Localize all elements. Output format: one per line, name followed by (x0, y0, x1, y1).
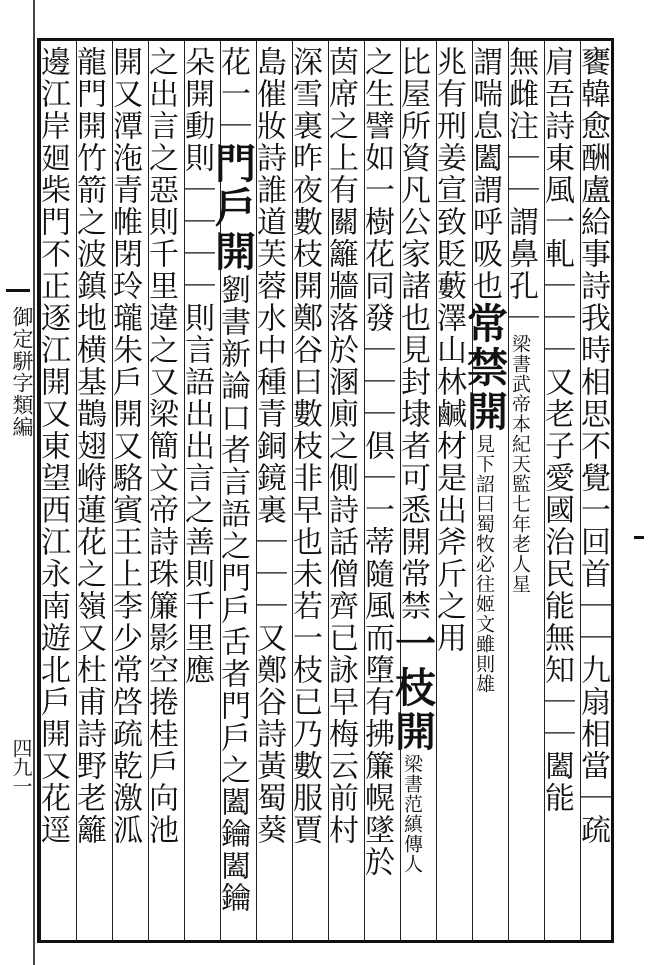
body-text: 深雪裏昨夜數枝開鄭谷曰數枝非早也未若一枝已乃數服賈 (287, 46, 322, 846)
body-text: 又老子愛國治民能無知 (539, 366, 574, 686)
headword-char: 開 (388, 710, 436, 754)
annotation-text: 梁書武帝本紀天監七年老人星 (509, 334, 531, 594)
body-text: 饔韓愈酬盧給事詩我時相思不覺一回首 (575, 46, 610, 590)
text-column (388, 46, 436, 938)
headword-char: 常 (460, 302, 508, 346)
headword-char: 一 (388, 622, 436, 666)
body-text: 開又潭沲青帷閉玲瓏朱戶開又駱賓王上李少常啓疏乾激泒 (107, 46, 142, 846)
body-text: ｜｜｜ (539, 270, 574, 366)
body-text: ｜｜｜ (251, 526, 286, 622)
body-text: ｜ (359, 462, 394, 494)
text-column (251, 46, 290, 938)
body-text: 一蒂隨風而墮有拂簾幌墜於 (359, 494, 394, 878)
body-text: 邊江岸廻柴門不正逐江開又東望西江永南遊北戶開又花逕 (35, 46, 70, 846)
body-text: ｜｜ (503, 142, 538, 206)
headword-char: 開 (460, 390, 508, 434)
body-text: 劉書新論口者言語之門戶舌者門戶之闔鑰闔鑰 (215, 274, 250, 914)
body-text: 則言語出出言之善則千里應 (179, 302, 214, 686)
body-text: 無雌注 (503, 46, 538, 142)
text-column (539, 46, 578, 938)
body-text: ｜ (503, 302, 538, 334)
body-text: 疏 (575, 814, 610, 846)
body-text: ｜ (215, 110, 250, 142)
body-text: 動則 (179, 110, 214, 174)
body-text: 九扇相當 (575, 654, 610, 782)
body-text: 之出言之惡則千里違之又梁簡文帝詩珠簾影空捲桂戶向池 (143, 46, 178, 846)
body-text: 茵席之上有關籬牆落於溷廁之側詩話僧齊已詠早梅云前村 (323, 46, 358, 846)
body-text: 謂喘息闔謂呼吸也 (467, 46, 502, 302)
body-text: 比屋所資凡公家諸也見封埭者可悉開常禁 (395, 46, 430, 622)
text-column (323, 46, 362, 938)
text-column (359, 46, 398, 938)
body-text: 之生譬如一樹花同發 (359, 46, 394, 334)
body-text: ｜ (575, 782, 610, 814)
margin-tick (634, 536, 644, 539)
headword-char: 開 (208, 230, 256, 274)
annotation-text: 見下詔曰蜀牧必往姬文雖則雄 (473, 434, 495, 694)
fishtail-mark (6, 289, 30, 292)
body-text: ｜｜｜｜ (179, 174, 214, 302)
annotation-text: 梁書范 (401, 754, 423, 814)
text-column (179, 46, 218, 938)
headword-char: 戶 (208, 186, 256, 230)
text-column (107, 46, 146, 938)
text-column (460, 46, 508, 938)
edge-page-number: 四九一 (9, 738, 33, 795)
body-text: ｜｜ (575, 590, 610, 654)
text-column (503, 46, 542, 938)
text-column (35, 46, 74, 938)
text-column (143, 46, 182, 938)
body-text: 兆有刑姜宣致貶藪澤山林鹹材是出斧斤之用 (431, 46, 466, 654)
text-column (71, 46, 110, 938)
body-text: 又鄭谷詩黃蜀葵 (251, 622, 286, 846)
body-text: 朵開 (179, 46, 214, 110)
headword-char: 枝 (388, 666, 436, 710)
body-text: ｜｜ (539, 686, 574, 750)
body-text: 肩吾詩東風一軋 (539, 46, 574, 270)
body-text: 花一 (215, 46, 250, 110)
text-column (287, 46, 326, 938)
body-text: 謂鼻孔 (503, 206, 538, 302)
headword-char: 禁 (460, 346, 508, 390)
text-column (575, 46, 614, 938)
body-text: 龍門開竹箭之波鎮地横基鵲翅崻蓮花之嶺又杜甫詩野老籬 (71, 46, 106, 846)
text-column (208, 46, 256, 938)
text-column (431, 46, 470, 938)
body-text: 闔能 (539, 750, 574, 814)
headword-char: 門 (208, 142, 256, 186)
body-text: 俱 (359, 430, 394, 462)
annotation-text: 縝傳人 (401, 814, 423, 874)
body-text: ｜｜｜ (359, 334, 394, 430)
edge-book-title: 御定駢字類編 (10, 306, 34, 438)
body-text: 島催妝詩誰道芙蓉水中種青銅鏡裏 (251, 46, 286, 526)
